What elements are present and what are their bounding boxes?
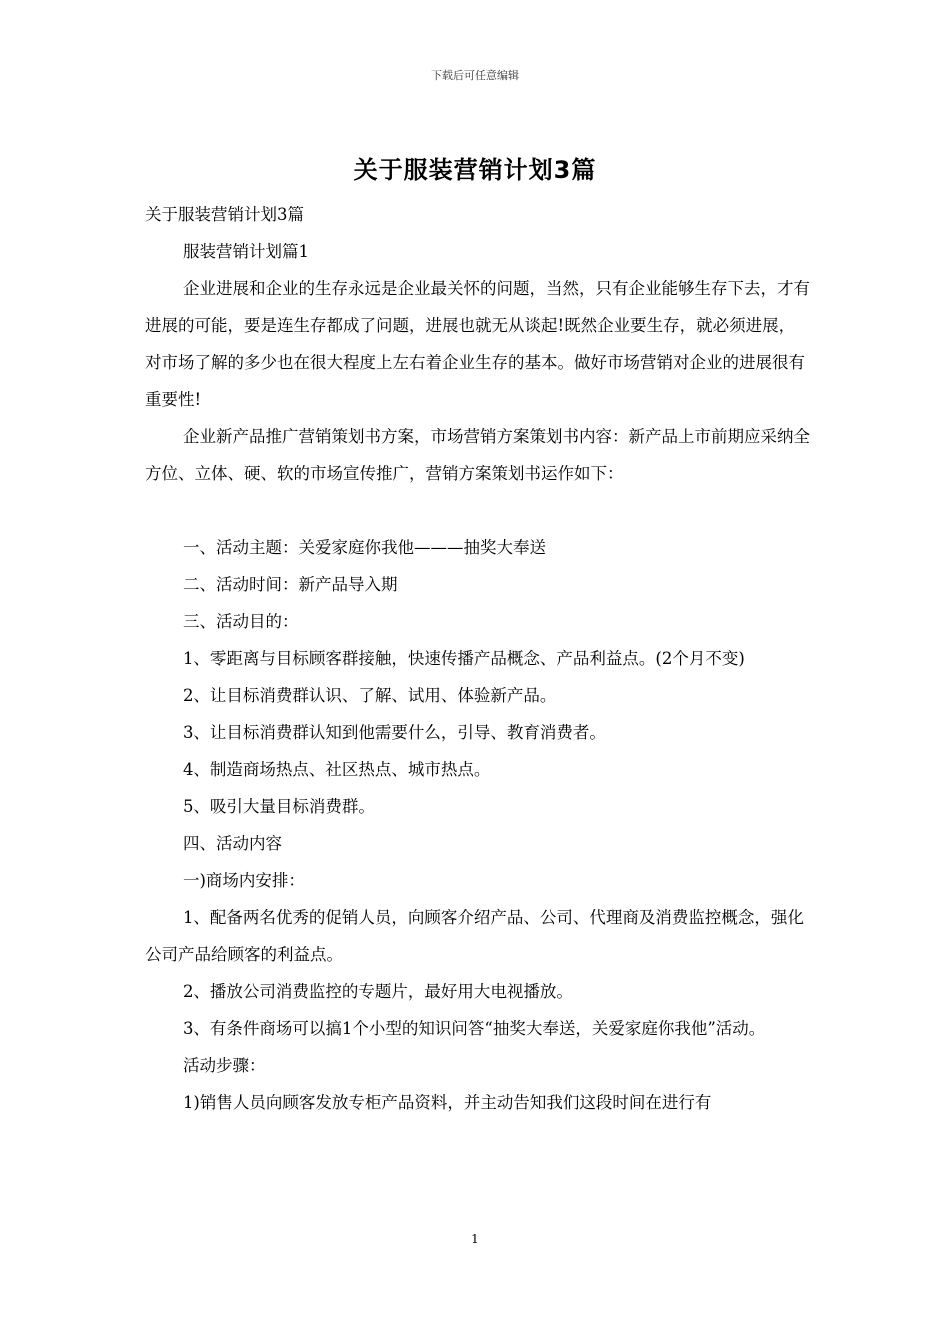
paragraph: 企业进展和企业的生存永远是企业最关怀的问题，当然，只有企业能够生存下去，才有进展的可能，要是连生存都成了问题，进展也就无从谈起!既然企业要生存，就必须进展，对市场了解的多少也在很大程度上左右着企业生存的基本。做好市场营销对企业的进展很有重要性!: [145, 279, 810, 409]
list-item: 2、让目标消费群认识、了解、试用、体验新产品。: [182, 686, 557, 705]
list-item: 二、活动时间：新产品导入期: [182, 575, 398, 594]
list-item: 3、有条件商场可以搞1个小型的知识问答“抽奖大奉送，关爱家庭你我他”活动。: [182, 1019, 766, 1038]
list-item: 1、零距离与目标顾客群接触，快速传播产品概念、产品利益点。(2个月不变): [182, 649, 745, 668]
list-item: 一、活动主题：关爱家庭你我他———抽奖大奉送: [182, 538, 546, 557]
list-item: 三、活动目的：: [182, 612, 299, 631]
subtitle-line: 关于服装营销计划3篇: [145, 205, 304, 224]
list-item: 5、吸引大量目标消费群。: [182, 797, 375, 816]
list-item: 2、播放公司消费监控的专题片，最好用大电视播放。: [182, 982, 573, 1001]
list-item: 1)销售人员向顾客发放专柜产品资料，并主动告知我们这段时间在进行有: [182, 1093, 712, 1112]
document-title: 关于服装营销计划3篇: [353, 156, 597, 184]
page-header: 下载后可任意编辑: [431, 69, 519, 82]
list-item: 3、让目标消费群认知到他需要什么，引导、教育消费者。: [182, 723, 606, 742]
list-item: 1、配备两名优秀的促销人员，向顾客介绍产品、公司、代理商及消费监控概念，强化公司产品给顾客的利益点。: [145, 908, 804, 964]
page-number: 1: [471, 1232, 479, 1246]
paragraph: 企业新产品推广营销策划书方案，市场营销方案策划书内容：新产品上市前期应采纳全方位、立体、硬、软的市场宣传推广，营销方案策划书运作如下：: [145, 427, 810, 483]
list-item: 一)商场内安排：: [182, 871, 305, 890]
list-item: 4、制造商场热点、社区热点、城市热点。: [182, 760, 491, 779]
list-item: 活动步骤：: [182, 1056, 266, 1075]
list-item: 四、活动内容: [182, 834, 282, 853]
section-heading: 服装营销计划篇1: [182, 242, 309, 261]
document-body: [145, 196, 810, 1121]
blank-line: [145, 492, 810, 529]
